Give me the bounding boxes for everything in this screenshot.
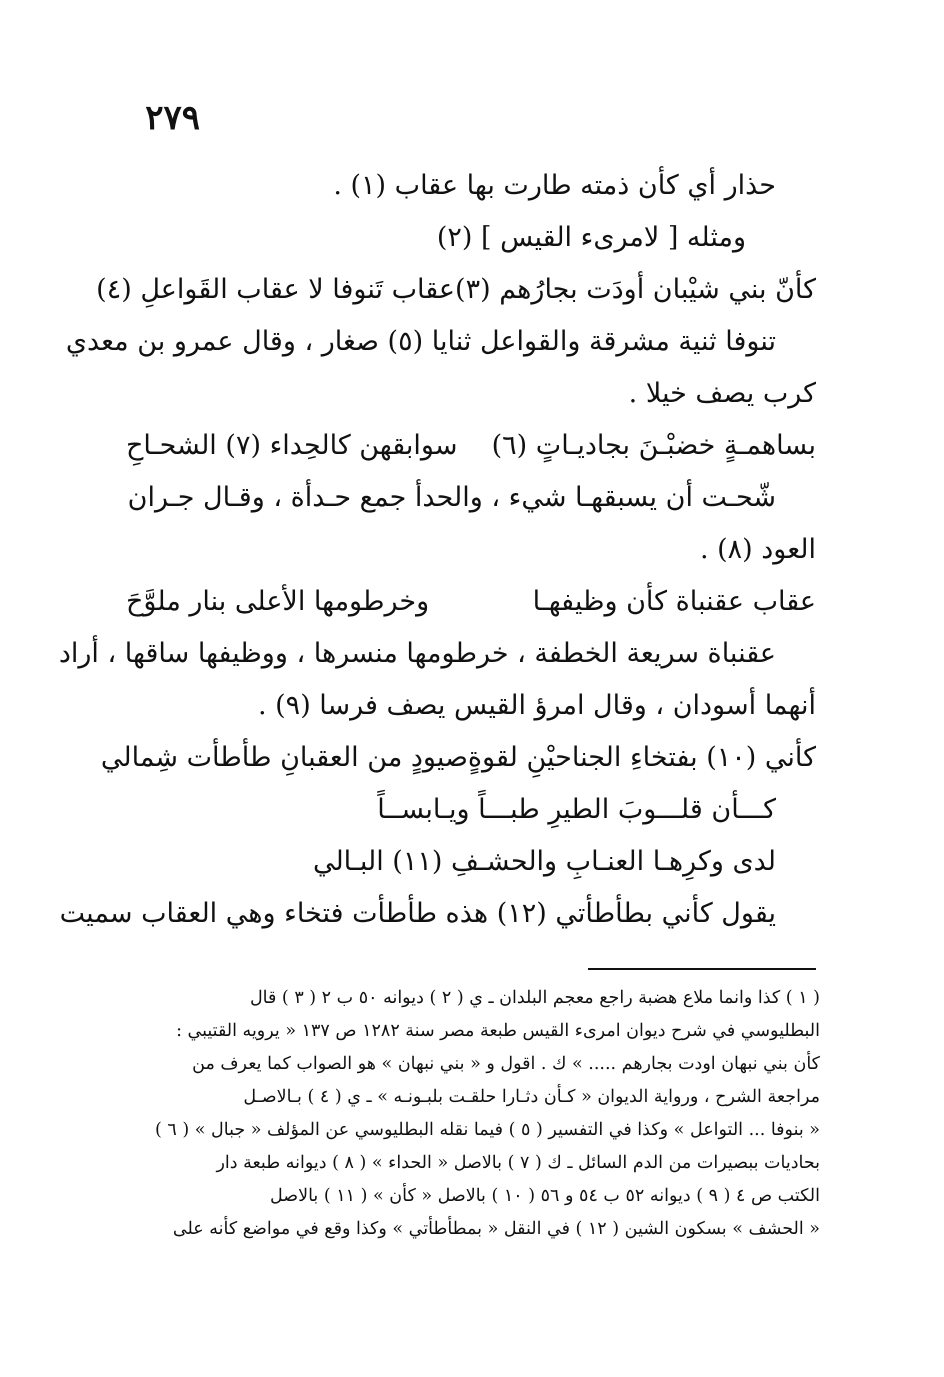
text-line: كرب يصف خيلا . xyxy=(628,378,816,409)
verse-line: لدى وكرِهـا العنـابِ والحشـفِ (١١) البـالي xyxy=(312,846,776,877)
verse-second-hemistich: وخرطومها الأعلى بنار ملوَّحَ xyxy=(126,586,430,617)
text-line: تنوفا ثنية مشرقة والقواعل ثنايا (٥) صغار ، وقال عمرو بن معدي xyxy=(65,326,776,357)
footnote-line: الكتب ص ٤ ( ٩ ) ديوانه ٥٢ ب ٥٤ و ٥٦ ( ١٠ ) بالاصل « كأن » ( ١١ ) بالاصل xyxy=(270,1186,820,1206)
text-line: عقنباة سريعة الخطفة ، خرطومها منسرها ، ووظيفها ساقها ، أراد xyxy=(58,638,776,669)
verse-line xyxy=(96,264,816,316)
footnote-line: كأن بني نبهان اودت بجارهم ..... » ك . اقول و « بني نبهان » هو الصواب كما يعرف من xyxy=(192,1054,820,1074)
footnote-line: « الحشف » بسكون الشين ( ١٢ ) في النقل « بمطأطأتي » وكذا وقع في مواضع كأنه على xyxy=(172,1219,820,1239)
footnote-line: « بنوفا ... التواعل » وكذا في التفسير ( ٥ ) فيما نقله البطليوسي عن المؤلف « جبال » ( ٦ ) xyxy=(155,1120,820,1140)
verse-line xyxy=(100,732,816,784)
page-number: ٢٧٩ xyxy=(145,98,200,138)
text-line: شّحـت أن يسبقهـا شيء ، والحدأ جمع حـدأة ، وقـال جـران xyxy=(127,482,776,513)
text-line: العود (٨) . xyxy=(699,534,816,565)
verse-first-hemistich: كأنّ بني شيْبان أودَت بجارُهم (٣) xyxy=(455,274,816,305)
text-line: حذار أي كأن ذمته طارت بها عقاب (١) . xyxy=(333,170,776,201)
text-line: يقول كأني بطأطأتي (١٢) هذه طأطأت فتخاء وهي العقاب سميت xyxy=(59,898,776,929)
footnote-separator xyxy=(588,968,816,970)
verse-second-hemistich: عقاب تَنوفا لا عقاب القَواعلِ (٤) xyxy=(96,274,456,305)
verse-first-hemistich: كأني (١٠) بفتخاءِ الجناحيْنِ لقوةٍ xyxy=(467,742,816,773)
text-line: أنهما أسودان ، وقال امرؤ القيس يصف فرسا (٩) . xyxy=(257,690,816,721)
text-line: ومثله [ لامرىء القيس ] (٢) xyxy=(436,222,746,253)
main-text xyxy=(58,160,816,940)
verse-second-hemistich: سوابقهن كالحِداء (٧) الشحـاحِ xyxy=(126,430,458,461)
footnote-line: البطليوسي في شرح ديوان امرىء القيس طبعة مصر سنة ١٢٨٢ ص ١٣٧ « يرويه القتيبي : xyxy=(176,1021,820,1041)
footnote-line: ( ١ ) كذا وانما ملاع هضبة راجع معجم البلدان ـ ي ( ٢ ) ديوانه ٥٠ ب ٢ ( ٣ ) قال xyxy=(249,988,820,1008)
verse-second-hemistich: صيودٍ من العقبانِ طأطأت شِمالي xyxy=(100,742,468,773)
footnote-line: بحاديات ببصيرات من الدم السائل ـ ك ( ٧ ) بالاصل « الحداء » ( ٨ ) ديوانه طبعة دار xyxy=(216,1153,820,1173)
verse-line xyxy=(126,576,816,628)
verse-first-hemistich: بساهمـةٍ خضبْـنَ بجاديـاتٍ (٦) xyxy=(491,430,816,461)
verse-first-hemistich: عقاب عقنباة كأن وظيفهـا xyxy=(532,586,816,617)
footnotes xyxy=(126,982,820,1246)
verse-line xyxy=(126,420,816,472)
footnote-line: مراجعة الشرح ، ورواية الديوان « كـأن دثـارا حلقـت بلبـونـه » ـ ي ( ٤ ) بـالاصـل xyxy=(243,1087,820,1107)
verse-line: كـــأن قلـــوبَ الطيرِ طبـــاً ويـابســاً xyxy=(377,794,776,825)
